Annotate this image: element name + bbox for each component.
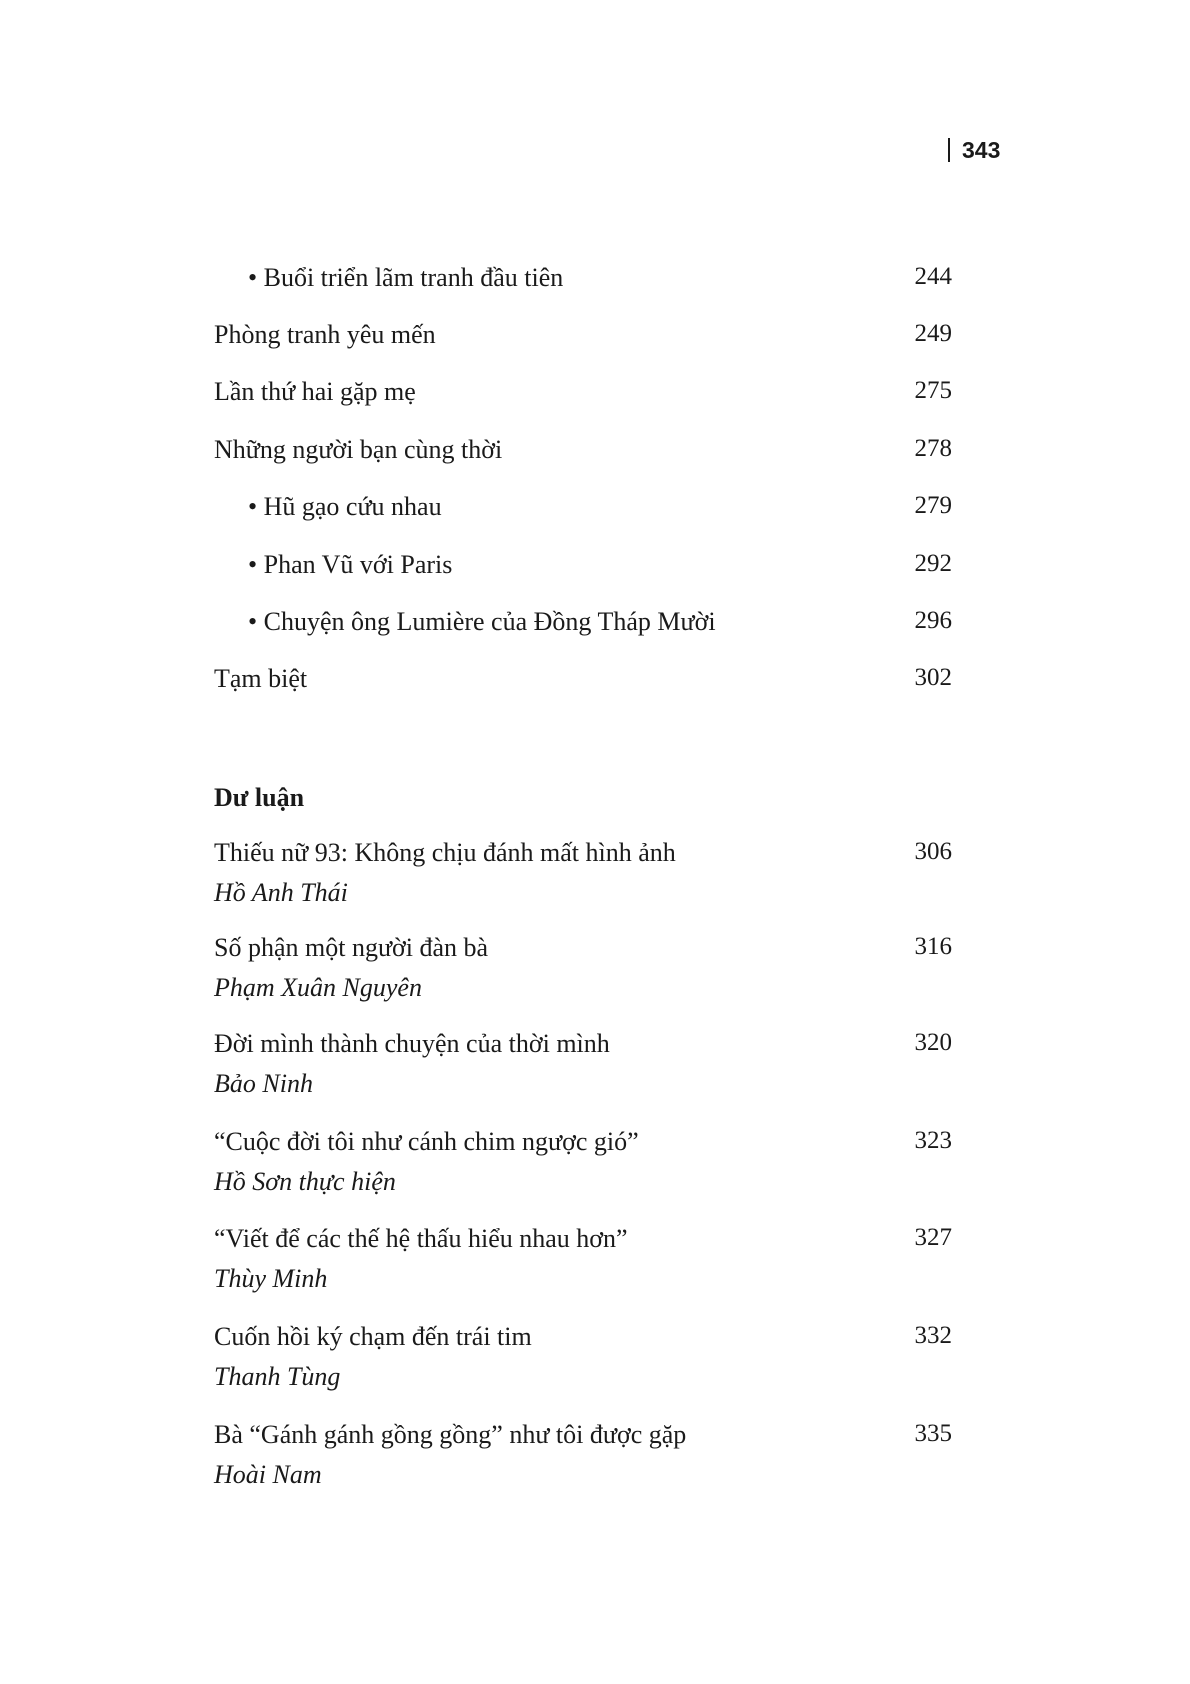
- toc-entry-title: Bà “Gánh gánh gồng gồng” như tôi được gặp: [214, 1420, 687, 1449]
- toc-entry-title: Cuốn hồi ký chạm đến trái tim: [214, 1322, 532, 1351]
- toc-entry-title: • Hũ gạo cứu nhau: [248, 492, 442, 521]
- toc-entry-page: 279: [914, 492, 952, 519]
- toc-entry-title: “Cuộc đời tôi như cánh chim ngược gió”: [214, 1127, 639, 1156]
- toc-entry-title: Thiếu nữ 93: Không chịu đánh mất hình ảnh: [214, 838, 676, 867]
- toc-entry-page: 323: [914, 1127, 952, 1154]
- header-rule: [948, 138, 950, 162]
- toc-entry-page: 332: [914, 1322, 952, 1349]
- toc-entry-page: 306: [914, 838, 952, 865]
- toc-entry-author: Thanh Tùng: [214, 1362, 341, 1391]
- toc-entry-title: Phòng tranh yêu mến: [214, 320, 436, 349]
- toc-entry-page: 278: [914, 435, 952, 462]
- toc-entry-author: Hoài Nam: [214, 1460, 322, 1489]
- toc-entry-page: 296: [914, 607, 952, 634]
- toc-entry-title: • Chuyện ông Lumière của Đồng Tháp Mười: [248, 607, 716, 636]
- toc-entry-title: • Buổi triển lãm tranh đầu tiên: [248, 263, 564, 292]
- toc-entry-page: 249: [914, 320, 952, 347]
- toc-entry-page: 244: [914, 263, 952, 290]
- toc-entry-title: Tạm biệt: [214, 664, 308, 693]
- toc-entry-author: Thùy Minh: [214, 1264, 328, 1293]
- section-heading: Dư luận: [214, 783, 305, 812]
- toc-entry-title: Số phận một người đàn bà: [214, 933, 489, 962]
- toc-entry-title: Những người bạn cùng thời: [214, 435, 503, 464]
- toc-entry-page: 316: [914, 933, 952, 960]
- toc-entry-page: 302: [914, 664, 952, 691]
- toc-entry-title: “Viết để các thế hệ thấu hiểu nhau hơn”: [214, 1224, 628, 1253]
- page-number: 343: [962, 136, 1001, 163]
- running-header: [948, 135, 1000, 165]
- toc-entry-page: 335: [914, 1420, 952, 1447]
- toc-entry-page: 320: [914, 1029, 952, 1056]
- toc-entry-author: Bảo Ninh: [214, 1069, 313, 1098]
- toc-entry-page: 327: [914, 1224, 952, 1251]
- toc-entry-page: 292: [914, 550, 952, 577]
- toc-entry-author: Hồ Anh Thái: [214, 878, 348, 907]
- toc-entry-page: 275: [914, 377, 952, 404]
- toc-entry-author: Phạm Xuân Nguyên: [214, 973, 422, 1002]
- toc-entry-author: Hồ Sơn thực hiện: [214, 1167, 396, 1196]
- toc-entry-title: Đời mình thành chuyện của thời mình: [214, 1029, 610, 1058]
- toc-entry-title: • Phan Vũ với Paris: [248, 550, 453, 579]
- toc-entry-title: Lần thứ hai gặp mẹ: [214, 377, 416, 406]
